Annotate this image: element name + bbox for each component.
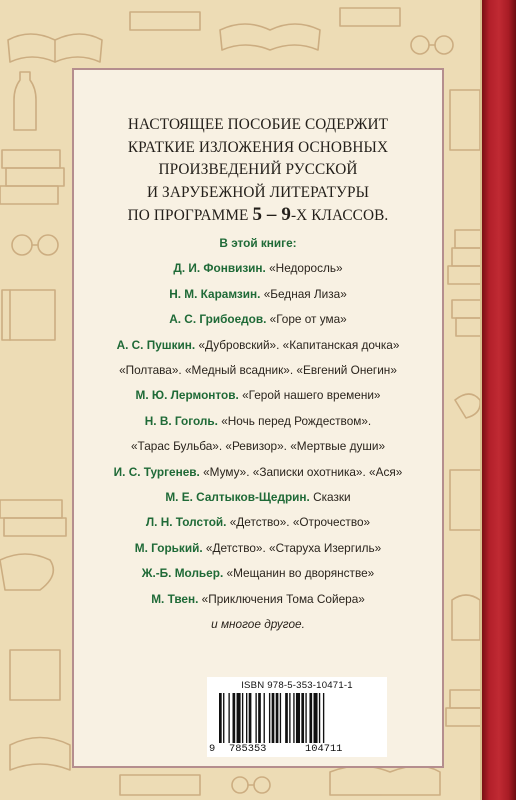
intro-line-5 (74, 204, 442, 228)
contents-list (74, 231, 442, 638)
author-name: Ж.-Б. Мольер. (141, 566, 224, 581)
barcode-digits-left: 785353 (229, 743, 267, 755)
red-spine (482, 0, 516, 800)
intro-line-3: ПРОИЗВЕДЕНИЙ РУССКОЙ (158, 161, 358, 178)
intro-line-1: НАСТОЯЩЕЕ ПОСОБИЕ СОДЕРЖИТ (127, 116, 389, 133)
isbn-barcode (207, 677, 387, 757)
list-item (74, 485, 442, 510)
more-note: и многое другое. (211, 617, 305, 632)
author-name: М. Е. Салтыков-Щедрин. (165, 490, 310, 505)
barcode-bars (219, 693, 379, 743)
intro-line-4: И ЗАРУБЕЖНОЙ ЛИТЕРАТУРЫ (146, 183, 370, 201)
author-name: Д. И. Фонвизин. (173, 261, 266, 276)
work-titles: «Муму». «Записки охотника». «Ася» (203, 464, 403, 479)
list-item (74, 587, 442, 612)
work-titles: «Приключения Тома Сойера» (201, 591, 365, 606)
grade-range: 5 – 9 (252, 204, 291, 225)
work-titles: «Тарас Бульба». «Ревизор». «Мертвые души» (130, 439, 386, 454)
content-panel (72, 68, 444, 768)
list-item (74, 409, 442, 434)
work-titles: Сказки (313, 490, 351, 505)
work-titles: «Полтава». «Медный всадник». «Евгений Онегин» (119, 363, 397, 378)
work-titles: «Мещанин во дворянстве» (226, 566, 375, 581)
list-item (74, 510, 442, 535)
list-item (74, 333, 442, 358)
intro-program-label: ПО ПРОГРАММЕ (127, 207, 249, 224)
author-name: М. Твен. (151, 591, 199, 606)
work-titles: «Герой нашего времени» (242, 388, 381, 403)
author-name: А. С. Грибоедов. (169, 312, 267, 327)
barcode-digit-prefix: 9 (209, 743, 216, 755)
author-name: И. С. Тургенев. (113, 464, 200, 479)
work-titles: «Недоросль» (269, 261, 343, 276)
list-item (74, 561, 442, 586)
author-name: Л. Н. Толстой. (145, 515, 227, 530)
intro-classes-label: -Х КЛАССОВ. (290, 207, 389, 224)
list-item (74, 358, 442, 383)
work-titles: «Детство». «Старуха Изергиль» (205, 540, 382, 555)
author-name: М. Ю. Лермонтов. (135, 388, 239, 403)
author-name: Н. В. Гоголь. (144, 413, 218, 428)
author-name: М. Горький. (134, 540, 203, 555)
work-titles: «Детство». «Отрочество» (229, 515, 371, 530)
list-item (74, 383, 442, 408)
contents-heading: В этой книге: (219, 236, 297, 250)
list-item (74, 434, 442, 459)
list-item (74, 256, 442, 281)
list-item (74, 307, 442, 332)
work-titles: «Горе от ума» (269, 312, 347, 327)
intro-line-2: КРАТКИЕ ИЗЛОЖЕНИЯ ОСНОВНЫХ (127, 138, 389, 156)
isbn-number: ISBN 978-5-353-10471-1 (241, 680, 353, 691)
author-name: А. С. Пушкин. (116, 337, 196, 352)
list-item (74, 282, 442, 307)
work-titles: «Бедная Лиза» (263, 286, 347, 301)
author-name: Н. М. Карамзин. (169, 286, 261, 301)
work-titles: «Дубровский». «Капитанская дочка» (198, 337, 400, 352)
intro-text (74, 114, 442, 228)
barcode-digits-right: 104711 (305, 743, 343, 755)
list-item (74, 536, 442, 561)
work-titles: «Ночь перед Рождеством». (221, 413, 372, 428)
list-item (74, 460, 442, 485)
